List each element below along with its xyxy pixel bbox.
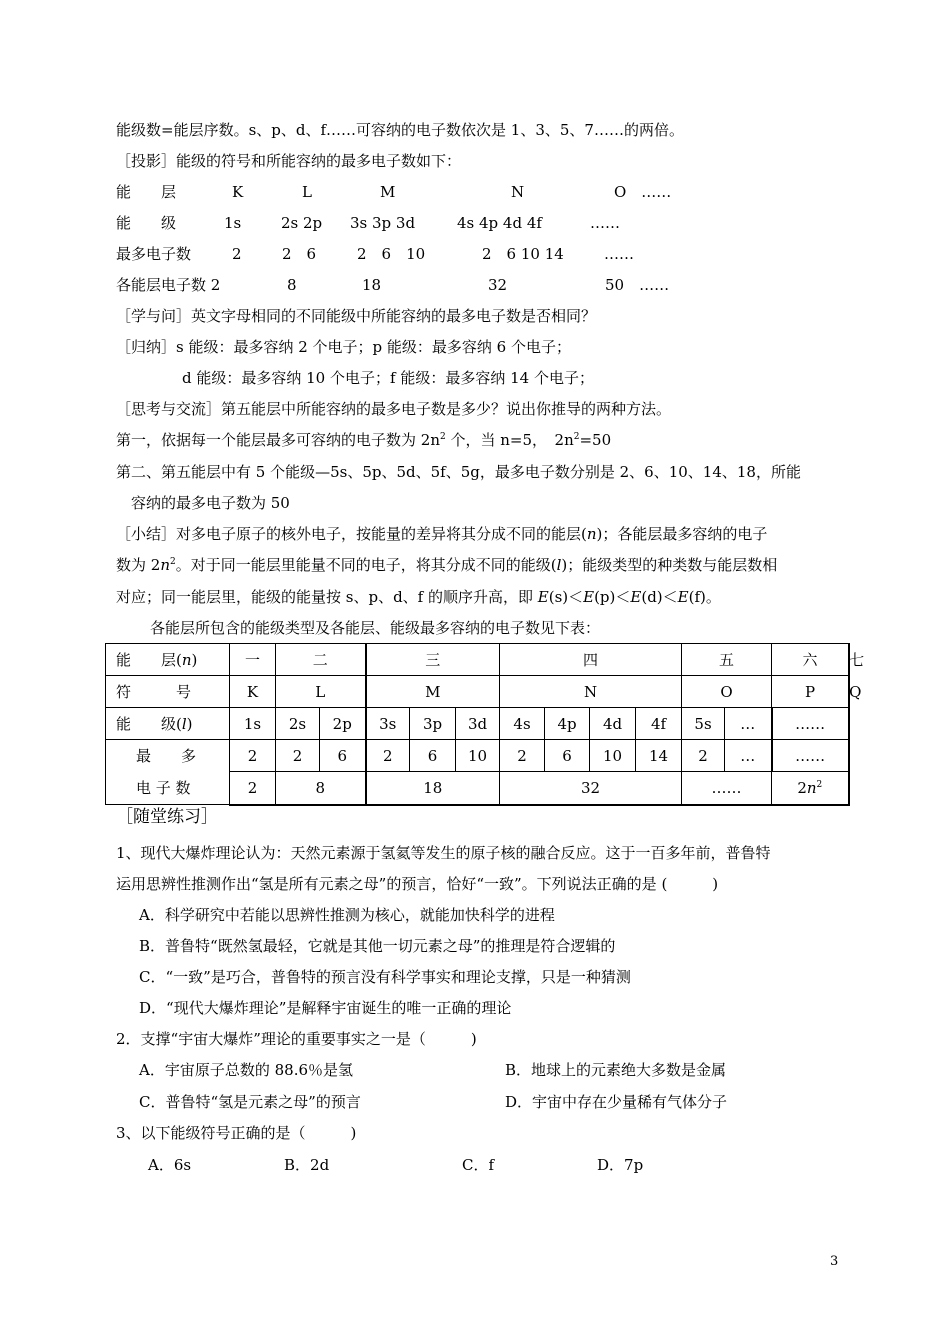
table-row-layer: 能 层(n) 一 二 三 四 五 六 七 (106, 644, 849, 676)
italic-n: n (160, 556, 170, 574)
q1-option-c: C．“一致”是巧合，普鲁特的预言没有科学事实和理论支撑，只是一种猜测 (139, 968, 631, 986)
table-cell: K (230, 676, 276, 708)
summary-cell: N (511, 183, 525, 201)
summary-cell: L (302, 183, 312, 201)
intro-line: 能级数=能层序数。s、p、d、f……可容纳的电子数依次是 1、3、5、7……的两倍。 (116, 121, 684, 139)
q1-option-a: A．科学研究中若能以思辨性推测为核心，就能加快科学的进程 (139, 906, 555, 924)
table-cell: 32 (500, 772, 682, 805)
practice-title: ［随堂练习］ (116, 807, 218, 827)
label-text: 最 多 (136, 747, 197, 765)
table-cell: 五 (682, 644, 772, 676)
summary-cell: O …… (614, 183, 672, 201)
italic-E: E (630, 588, 642, 606)
summary-cell: …… (604, 245, 634, 263)
summary-label: 各能层电子数 2 (116, 276, 221, 294)
table-cell: 2 (366, 740, 410, 772)
summary-cell: 3s 3p 3d (350, 214, 416, 232)
table-cell: 8 (276, 772, 366, 805)
page-number: 3 (830, 1254, 839, 1269)
table-cell: 10 (590, 740, 636, 772)
q3-option-c: C．f (462, 1156, 495, 1174)
text-run: )；各能层最多容纳的电子 (596, 525, 768, 543)
table-cell: 2 (276, 740, 320, 772)
summary-line-2 (116, 555, 777, 575)
table-cell: N (500, 676, 682, 708)
table-cell: 3p (410, 708, 456, 740)
text-run: (d)＜ (641, 588, 678, 606)
table-cell: …… (682, 772, 772, 805)
row-label: 符 号 (106, 676, 230, 708)
table-cell: 四 (500, 644, 682, 676)
question-3-stem: 3、以下能级符号正确的是（ ) (116, 1124, 357, 1142)
label-text: ) (191, 651, 198, 669)
table-caption: 各能层所包含的能级类型及各能层、能级最多容纳的电子数见下表： (150, 619, 601, 637)
text-run: 数为 2 (116, 556, 161, 574)
text-run: (f)。 (688, 588, 721, 606)
table-cell: 3d (456, 708, 500, 740)
q2-option-a: A．宇宙原子总数的 88.6％是氢 (139, 1061, 354, 1079)
summary-cell: 2 6 10 14 (482, 245, 564, 263)
table-cell: 4s (500, 708, 545, 740)
summary-cell: 50 …… (605, 276, 670, 294)
summary-cell: 2 6 (282, 245, 317, 263)
italic-l: l (556, 556, 562, 574)
table-cell: …… (772, 708, 849, 740)
table-cell: …… (772, 740, 849, 772)
method-second-line-2: 容纳的最多电子数为 50 (131, 494, 290, 512)
table-cell: M (366, 676, 500, 708)
summary-cell: M (380, 183, 396, 201)
label-text: 能 层( (116, 651, 182, 669)
question-1-line-2: 运用思辨性推测作出“氢是所有元素之母”的预言，恰好“一致”。下列说法正确的是 ( ) (116, 875, 719, 893)
method-first (116, 430, 611, 450)
italic-l: l (181, 715, 187, 733)
table-cell: 六 (772, 644, 849, 676)
summary-cell: 18 (362, 276, 382, 294)
summary-cell: 1s (224, 214, 242, 232)
table-cell: 6 (320, 740, 366, 772)
table-cell: … (725, 740, 772, 772)
superscript: 2 (169, 557, 176, 567)
table-cell: … (725, 708, 772, 740)
q3-option-d: D．7p (597, 1156, 644, 1174)
row-label (106, 708, 230, 740)
text-run: ［小结］对多电子原子的核外电子，按能量的差异将其分成不同的能层( (116, 525, 587, 543)
table-cell: P (772, 676, 849, 708)
table-cell: 三 (366, 644, 500, 676)
table-cell: 3s (366, 708, 410, 740)
summary-label: 能 层 (116, 183, 177, 201)
table-cell: L (276, 676, 366, 708)
summary-cell: …… (590, 214, 620, 232)
text-run: 对应；同一能层里，能级的能量按 s、p、d、f 的顺序升高，即 (116, 588, 538, 606)
q3-option-b: B．2d (284, 1156, 330, 1174)
table-cell: 6 (410, 740, 456, 772)
table-cell: 4d (590, 708, 636, 740)
table-cell: 2 (230, 772, 276, 805)
text-run: (p)＜ (594, 588, 631, 606)
table-row-max-sublevel (106, 740, 849, 772)
q1-option-d: D．“现代大爆炸理论”是解释宇宙诞生的唯一正确的理论 (139, 999, 512, 1017)
label-text: 电 子 数 (136, 779, 191, 797)
label-text: ) (186, 715, 193, 733)
row-label (106, 644, 230, 676)
projection-heading: ［投影］能级的符号和所能容纳的最多电子数如下： (116, 152, 462, 170)
table-cell: 4f (636, 708, 682, 740)
text-run: 。对于同一能层里能量不同的电子，将其分成不同的能级( (175, 556, 557, 574)
question-2-stem: 2．支撑“宇宙大爆炸”理论的重要事实之一是（ ) (116, 1030, 477, 1048)
q2-option-d: D．宇宙中存在少量稀有气体分子 (505, 1093, 728, 1111)
row-label (106, 740, 230, 805)
table-cell: 6 (545, 740, 590, 772)
summary-cell: 2 6 10 (357, 245, 426, 263)
q2-option-b: B．地球上的元素绝大多数是金属 (505, 1061, 727, 1079)
text-run: =50 (579, 431, 612, 449)
table-cell (772, 772, 849, 805)
table-cell: O (682, 676, 772, 708)
italic-E: E (583, 588, 595, 606)
table-cell: 10 (456, 740, 500, 772)
superscript: 2 (439, 432, 446, 442)
think-question: ［思考与交流］第五能层中所能容纳的最多电子数是多少？说出你推导的两种方法。 (116, 400, 672, 418)
summary-cell: 8 (287, 276, 297, 294)
table-cell: 2p (320, 708, 366, 740)
table-cell: 4p (545, 708, 590, 740)
superscript: 2 (816, 779, 823, 790)
text-run: 第一，依据每一个能层最多可容纳的电子数为 2n (116, 431, 440, 449)
table-row-symbol: 符 号 K L M N O P Q (106, 676, 849, 708)
text-run: )；能级类型的种类数与能层数相 (561, 556, 778, 574)
summary-line-1 (116, 524, 767, 544)
italic-E: E (537, 588, 549, 606)
cell-text: 2 (797, 778, 807, 797)
text-run: 个，当 n=5， 2n (445, 431, 574, 449)
summary-cell: K (232, 183, 244, 201)
italic-E: E (677, 588, 689, 606)
summary-line-3 (116, 587, 721, 607)
table-cell: 1s (230, 708, 276, 740)
summary-label: 能 级 (116, 214, 177, 232)
method-second-line-1: 第二、第五能层中有 5 个能级—5s、5p、5d、5f、5g，最多电子数分别是 2、6、10、14、18，所能 (116, 463, 801, 481)
summary-cell: 2 (232, 245, 242, 263)
label-text: 能 级( (116, 715, 182, 733)
table-cell: 2 (230, 740, 276, 772)
table-cell: 2 (682, 740, 725, 772)
text-run: (s)＜ (548, 588, 584, 606)
table-cell: 5s (682, 708, 725, 740)
table-cell: 14 (636, 740, 682, 772)
italic-n: n (586, 525, 597, 543)
table-row-sublevel (106, 708, 849, 740)
table-cell: 二 (276, 644, 366, 676)
induce-line-1: ［归纳］s 能级：最多容纳 2 个电子；p 能级：最多容纳 6 个电子； (116, 338, 571, 356)
table-cell: 18 (366, 772, 500, 805)
q2-option-c: C．普鲁特“氢是元素之母”的预言 (139, 1093, 361, 1111)
energy-level-table (105, 643, 865, 806)
table-cell: 一 (230, 644, 276, 676)
table-cell: 2s (276, 708, 320, 740)
summary-label: 最多电子数 (116, 245, 192, 263)
q3-option-a: A．6s (148, 1156, 192, 1174)
summary-cell: 4s 4p 4d 4f (457, 214, 542, 232)
italic-n: n (806, 778, 817, 797)
question-1-line-1: 1、现代大爆炸理论认为：天然元素源于氢氦等发生的原子核的融合反应。这于一百多年前，普鲁特 (116, 844, 771, 862)
summary-cell: 32 (488, 276, 508, 294)
table-cell: 2 (500, 740, 545, 772)
induce-line-2: d 能级：最多容纳 10 个电子；f 能级：最多容纳 14 个电子； (182, 369, 594, 387)
summary-cell: 2s 2p (281, 214, 323, 232)
learn-ask: ［学与问］英文字母相同的不同能级中所能容纳的最多电子数是否相同？ (116, 307, 597, 325)
italic-n: n (181, 651, 192, 669)
q1-option-b: B．普鲁特“既然氢最轻，它就是其他一切元素之母”的推理是符合逻辑的 (139, 937, 616, 955)
superscript: 2 (573, 432, 580, 442)
